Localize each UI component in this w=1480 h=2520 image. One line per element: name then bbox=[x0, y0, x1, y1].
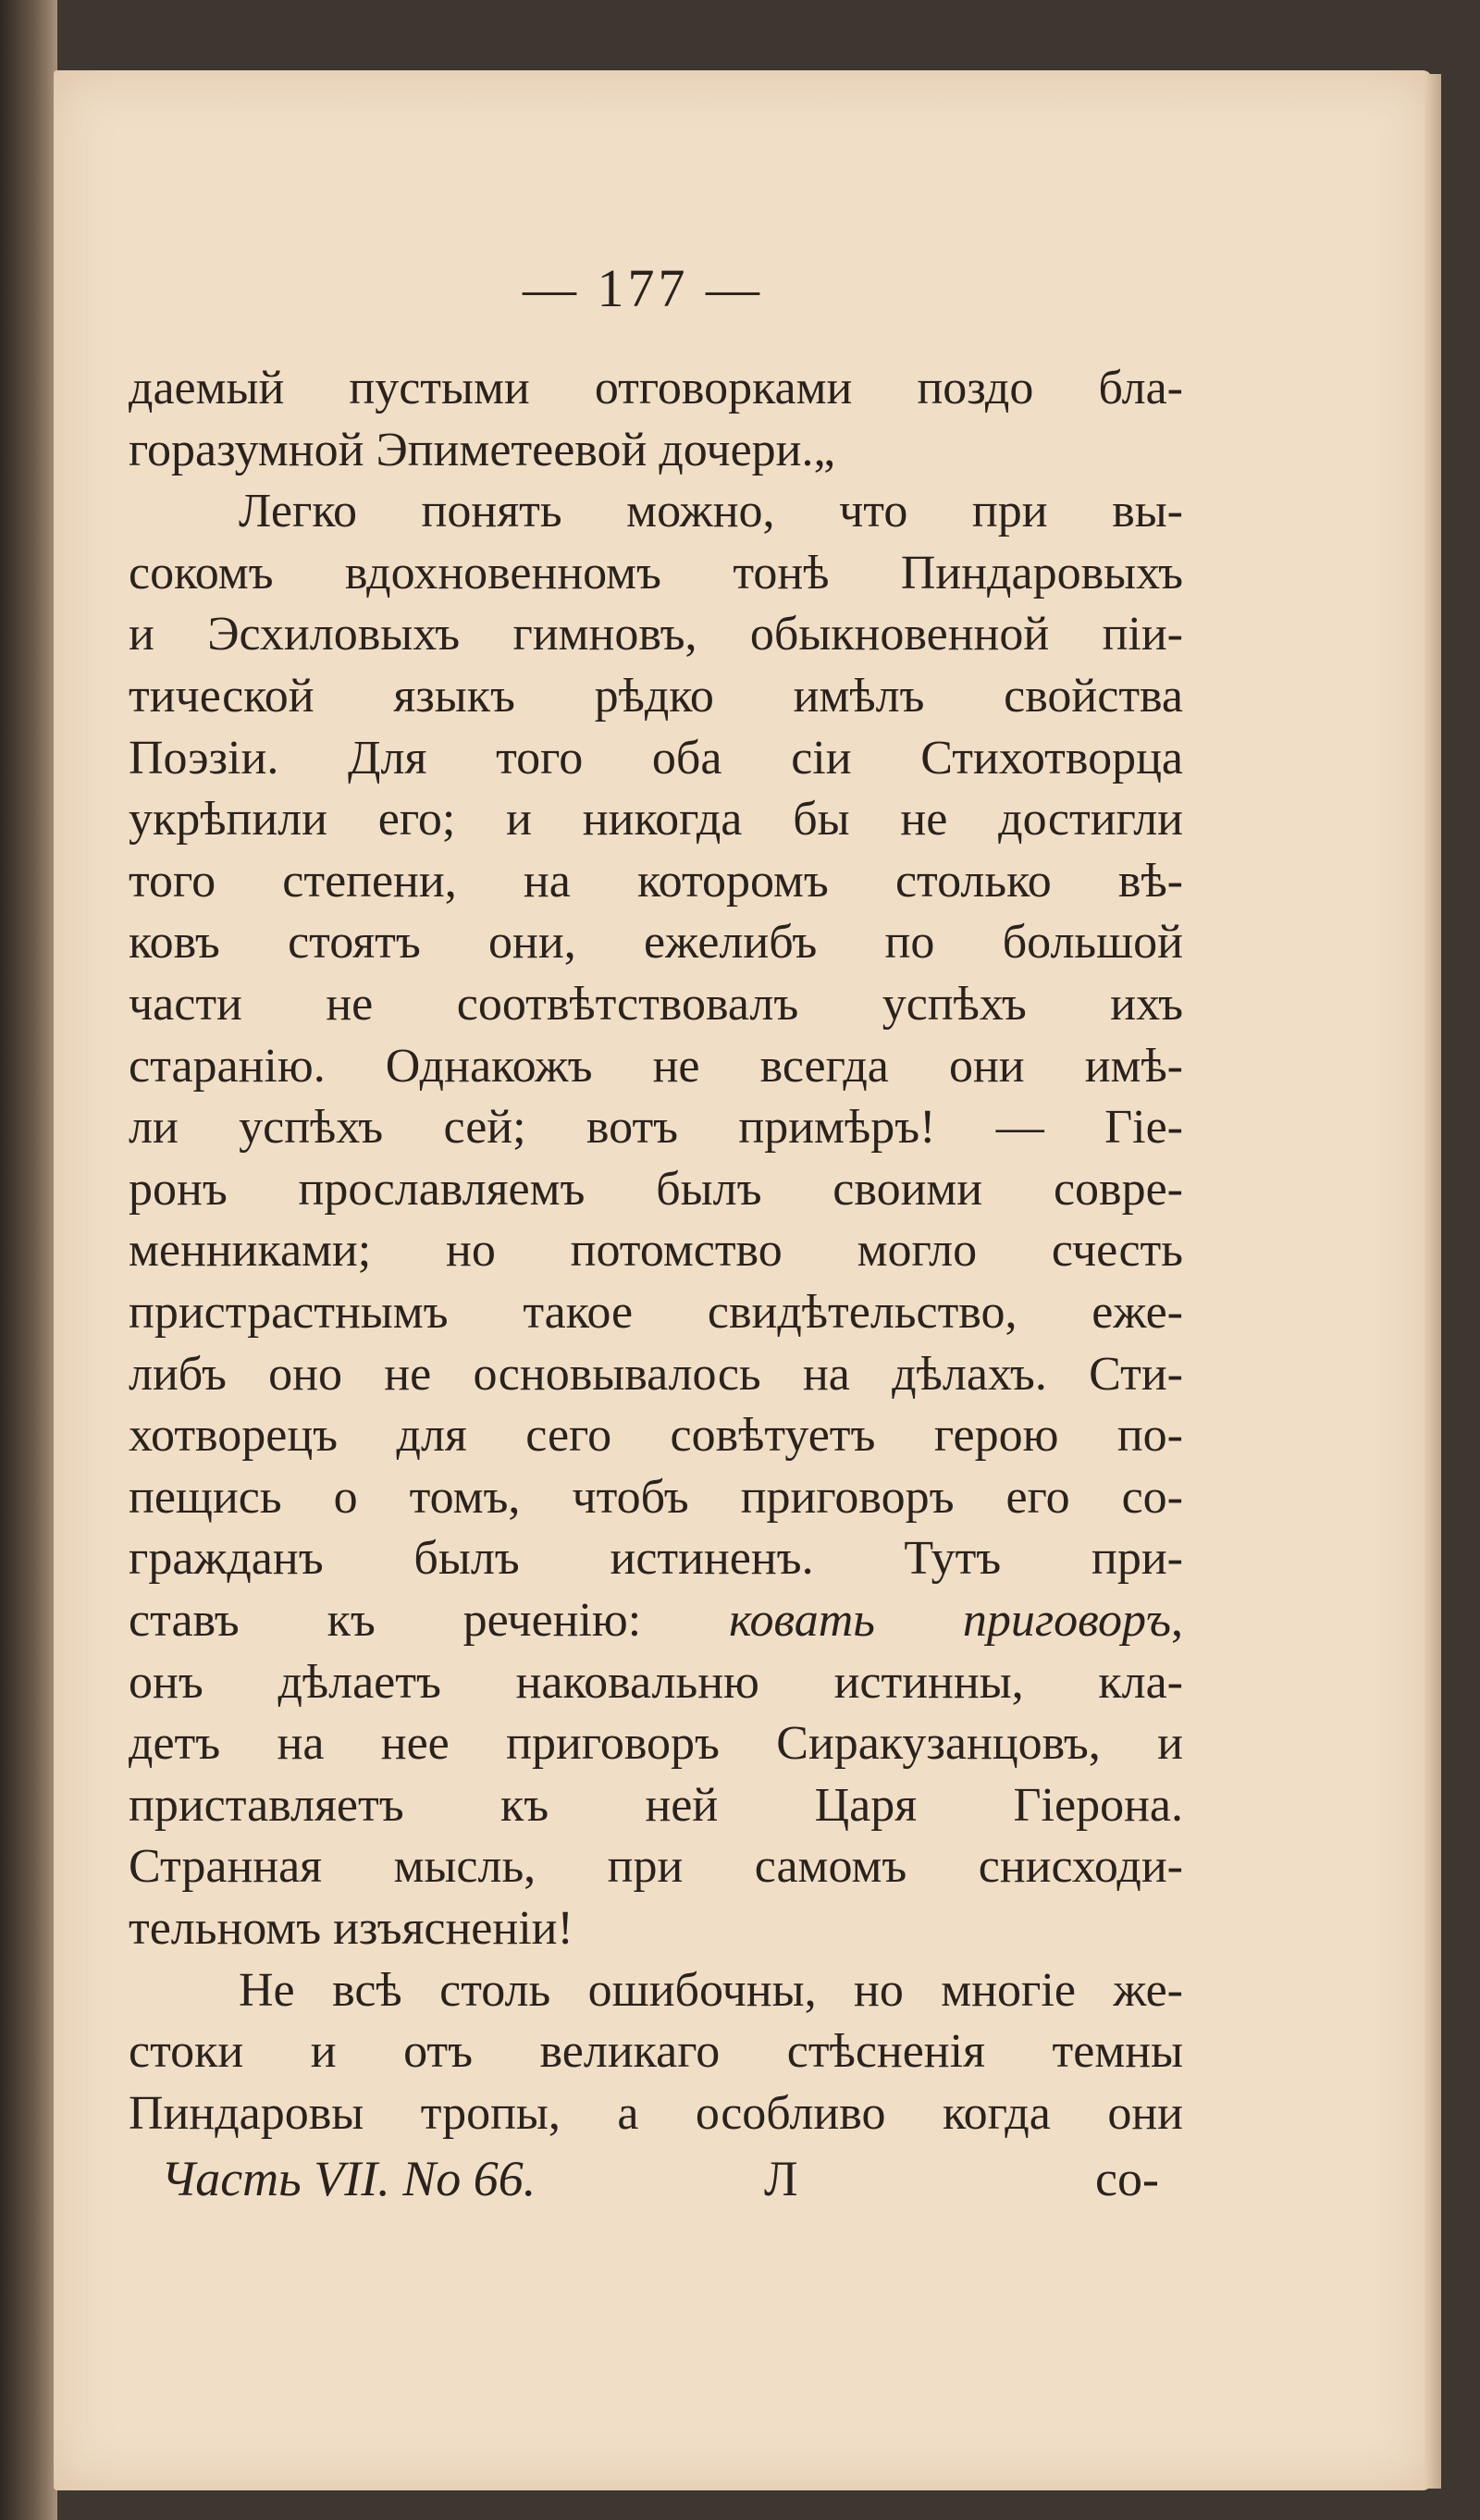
text-line: приставляетъ къ ней Царя Гiерона. bbox=[129, 1778, 1183, 1832]
text-line: Пиндаровы тропы, а особливо когда они bbox=[129, 2086, 1183, 2140]
footer-signature: Часть VII. No 66. bbox=[161, 2151, 536, 2206]
text-segment: ставъ къ реченiю: bbox=[129, 1594, 642, 1647]
text-line: стоки и отъ великаго стѣсненiя темны bbox=[129, 2025, 1183, 2079]
text-line: гражданъ былъ истиненъ. Тутъ при- bbox=[129, 1532, 1183, 1586]
footer-catchword: со- bbox=[1095, 2151, 1159, 2206]
text-line: ли успѣхъ сей; вотъ примѣръ! — Гiе- bbox=[129, 1101, 1183, 1155]
text-line: того степени, на которомъ столько вѣ- bbox=[129, 854, 1183, 908]
text-line: укрѣпили его; и никогда бы не достигли bbox=[129, 793, 1183, 846]
text-line: Не всѣ столь ошибочны, но многiе же- bbox=[239, 1963, 1183, 2017]
italic-phrase: ковать приговоръ bbox=[729, 1594, 1172, 1647]
text-line: ковъ стоятъ они, ежелибъ по большой bbox=[129, 916, 1183, 970]
text-line: тической языкъ рѣдко имѣлъ свойства bbox=[129, 670, 1183, 723]
text-line: даемый пустыми отговорками поздо бла- bbox=[129, 362, 1183, 414]
text-line: сокомъ вдохновенномъ тонѣ Пиндаровыхъ bbox=[129, 546, 1183, 599]
text-line: хотворецъ для сего совѣтуетъ герою по- bbox=[129, 1409, 1183, 1463]
text-line: Странная мысль, при самомъ снисходи- bbox=[129, 1840, 1183, 1894]
text-line bbox=[129, 1590, 1183, 1651]
page-number: — 177 — bbox=[523, 258, 763, 318]
text-line: тельномъ изъясненiи! bbox=[129, 1902, 574, 1955]
page-edge bbox=[1424, 74, 1441, 2489]
text-line: Поэзiи. Для того оба сiи Стихотворца bbox=[129, 731, 1183, 784]
book-spine bbox=[0, 0, 57, 2520]
text-line: детъ на нее приговоръ Сиракузанцовъ, и bbox=[129, 1717, 1183, 1771]
text-line: менниками; но потомство могло счесть bbox=[129, 1224, 1183, 1278]
text-segment: , bbox=[1171, 1594, 1184, 1647]
text-line: либъ оно не основывалось на дѣлахъ. Сти- bbox=[129, 1347, 1183, 1401]
text-line: части не соотвѣтствовалъ успѣхъ ихъ bbox=[129, 978, 1183, 1031]
text-line: горазумной Эпиметеевой дочери.„ bbox=[129, 423, 835, 476]
footer-sheet-mark: Л bbox=[764, 2151, 798, 2206]
text-line: пещись о томъ, чтобъ приговоръ его со- bbox=[129, 1470, 1183, 1524]
text-line: и Эсхиловыхъ гимновъ, обыкновенной пiи- bbox=[129, 608, 1183, 661]
text-line: пристрастнымъ такое свидѣтельство, еже- bbox=[129, 1286, 1183, 1339]
text-line: Легко понять можно, что при вы- bbox=[239, 485, 1183, 538]
text-line: онъ дѣлаетъ наковальню истинны, кла- bbox=[129, 1655, 1183, 1709]
text-line: ронъ прославляемъ былъ своими совре- bbox=[129, 1162, 1183, 1216]
text-line: старанiю. Однакожъ не всегда они имѣ- bbox=[129, 1039, 1183, 1093]
